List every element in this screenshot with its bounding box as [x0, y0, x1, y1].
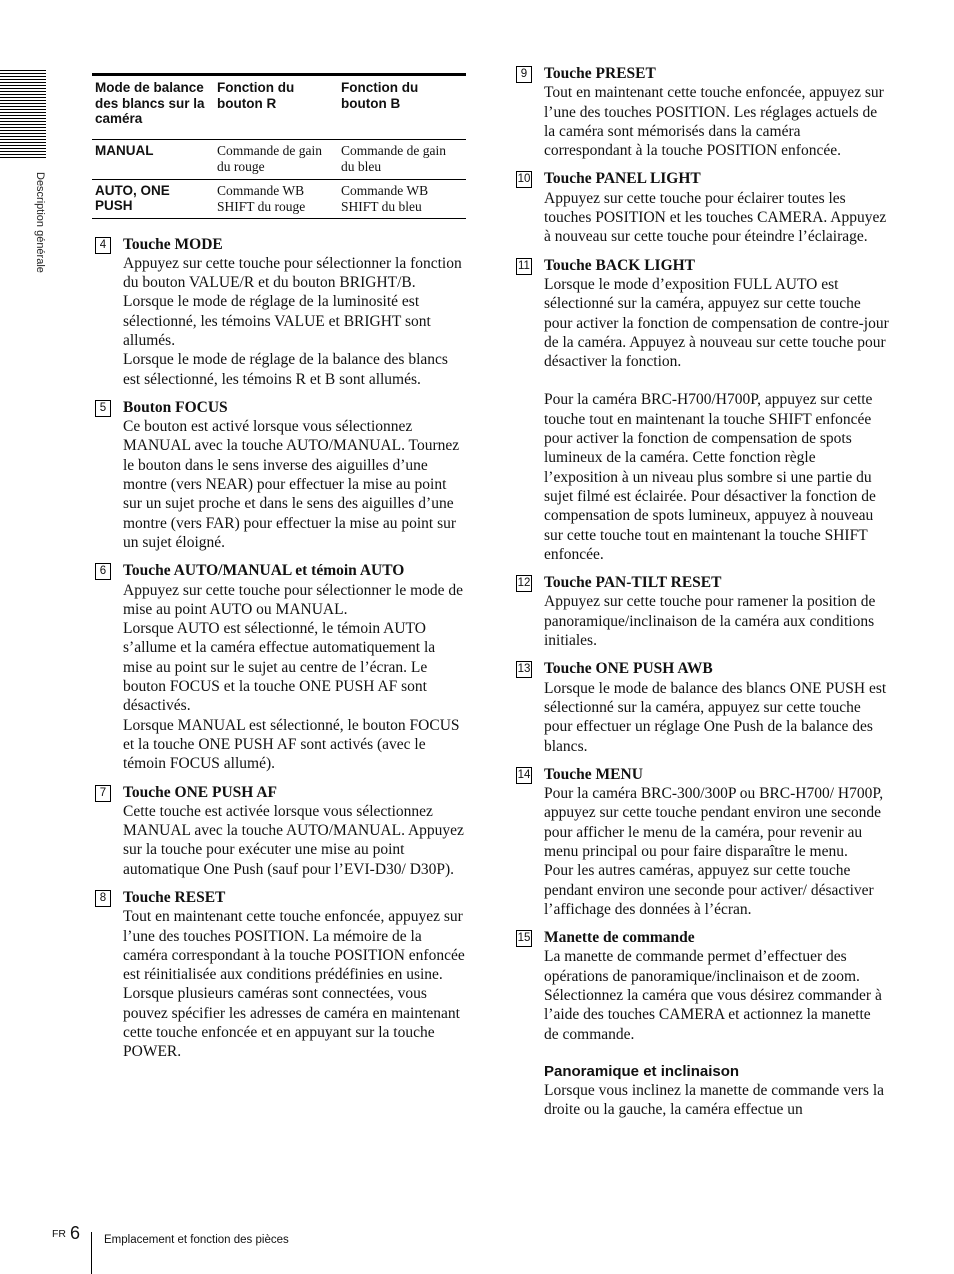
- section-side-label: Description générale: [34, 172, 46, 273]
- item-bouton-focus: [92, 398, 466, 552]
- item-touche-pan-tilt-reset: [513, 573, 889, 650]
- table-cell: Commande de gain du rouge: [214, 139, 338, 179]
- table-row: [92, 179, 466, 218]
- item-title: Touche AUTO/MANUAL et témoin AUTO: [123, 562, 405, 580]
- item-touche-panel-light: [513, 169, 889, 246]
- footer-page-number: 6: [70, 1223, 81, 1243]
- item-number-box: 15: [516, 930, 532, 947]
- table-header-row: [92, 75, 466, 140]
- table-cell: MANUAL: [92, 139, 214, 179]
- item-paragraph: Tout en maintenant cette touche enfoncée, appuyez sur l’une des touches POSITION. La mémoire de la caméra correspondant à la touche POSITION enfoncée est réinitialisée aux conditions prédéfinies en usine.: [123, 908, 465, 984]
- item-number-box: 14: [516, 767, 532, 784]
- white-balance-table: [92, 73, 466, 219]
- table-header-cell: Mode de balance des blancs sur la caméra: [92, 75, 214, 140]
- item-paragraph: Cette touche est activée lorsque vous sélectionnez MANUAL avec la touche AUTO/MANUAL. Appuyez sur la touche pour exécuter une mise au point automatique One Push (sauf pour l’EVI-D30/ D30P).: [123, 802, 464, 878]
- item-title: Touche MODE: [123, 235, 223, 253]
- table-cell: Commande WB SHIFT du rouge: [214, 179, 338, 218]
- table-row: [92, 139, 466, 179]
- item-number-box: 5: [95, 400, 111, 417]
- item-paragraph: Lorsque le mode d’exposition FULL AUTO est sélectionné sur la caméra, appuyez sur cette touche pour activer la fonction de compensation de contre-jour de la caméra. Appuyez à nouveau sur cette touche pour désactiver la fonction.: [544, 275, 889, 371]
- item-number-box: 13: [516, 661, 532, 678]
- item-touche-one-push-af: [92, 783, 466, 879]
- item-title: Touche ONE PUSH AF: [123, 783, 278, 801]
- left-column: [92, 73, 466, 1071]
- table-cell: Commande de gain du bleu: [338, 139, 466, 179]
- footer-divider: [91, 1232, 92, 1274]
- item-title: Touche BACK LIGHT: [544, 256, 696, 274]
- item-number-box: 12: [516, 575, 532, 592]
- item-paragraph: Pour la caméra BRC-H700/H700P, appuyez sur cette touche tout en maintenant la touche SHIFT enfoncée pour activer la fonction de compensation de spots lumineux de la caméra. Cette fonction règle l’exposition à un niveau plus sombre si une partie du sujet filmé est éclairée. Pour désactiver la fonction de compensation de spots lumineux, appuyez à nouveau sur cette touche tout en maintenant la touche SHIFT enfoncée.: [544, 391, 876, 563]
- item-title: Touche PANEL LIGHT: [544, 170, 701, 188]
- footer-language-code: FR: [52, 1228, 66, 1240]
- subsection-heading: Panoramique et inclinaison: [544, 1062, 740, 1080]
- table-header-cell: Fonction du bouton R: [214, 75, 338, 140]
- item-touche-one-push-awb: [513, 659, 889, 755]
- table-cell: AUTO, ONE PUSH: [92, 179, 214, 218]
- item-paragraph: Tout en maintenant cette touche enfoncée, appuyez sur l’une des touches POSITION. Les réglages actuels de la caméra sont mémorisés dans la caméra correspondant à la touche POSITION enfoncée.: [544, 84, 884, 160]
- item-touche-reset: [92, 888, 466, 1062]
- item-touche-mode: [92, 235, 466, 389]
- item-paragraph: Appuyez sur cette touche pour ramener la position de panoramique/inclinaison de la caméra aux conditions initiales.: [544, 593, 876, 650]
- item-number-box: 11: [516, 258, 532, 275]
- item-title: Bouton FOCUS: [123, 398, 228, 416]
- item-paragraph: Lorsque AUTO est sélectionné, le témoin AUTO s’allume et la caméra effectue automatiquement la mise au point sur le sujet au centre de l’écran. Le bouton FOCUS et la touche ONE PUSH AF sont désactivés.: [123, 620, 436, 715]
- item-paragraph: Lorsque plusieurs caméras sont connectées, vous pouvez spécifier les adresses de caméra en maintenant cette touche enfoncée et en appuyant sur la touche POWER.: [123, 985, 460, 1061]
- item-paragraph: La manette de commande permet d’effectuer des opérations de panoramique/inclinaison et de zoom. Sélectionnez la caméra que vous désirez commander à l’aide des touches CAMERA et actionnez la manette de commande.: [544, 948, 882, 1043]
- item-paragraph: Lorsque MANUAL est sélectionné, le bouton FOCUS et la touche ONE PUSH AF sont activés (avec le témoin FOCUS allumé).: [123, 716, 460, 773]
- item-paragraph: Appuyez sur cette touche pour éclairer toutes les touches POSITION et les touches CAMERA. Appuyez à nouveau sur cette touche pour éteindre l’éclairage.: [544, 189, 887, 246]
- item-paragraph: Lorsque le mode de réglage de la luminosité est sélectionné, les témoins VALUE et BRIGHT sont allumés.: [123, 293, 431, 349]
- subsection-paragraph: Lorsque vous inclinez la manette de commande vers la droite ou la gauche, la caméra effectue un: [544, 1081, 885, 1119]
- item-paragraph: Pour les autres caméras, appuyez sur cette touche pendant environ une seconde pour activer/ désactiver l’affichage des données à l’écran.: [544, 862, 874, 918]
- item-paragraph: Lorsque le mode de balance des blancs ONE PUSH est sélectionné sur la caméra, appuyez sur cette touche pour effectuer un réglage One Push de la balance des blancs.: [544, 679, 887, 755]
- item-paragraph: Lorsque le mode de réglage de la balance des blancs est sélectionné, les témoins R et B sont allumés.: [123, 351, 448, 388]
- edge-tab-lines: [0, 70, 46, 158]
- item-title: Touche PAN-TILT RESET: [544, 574, 722, 592]
- item-title: Touche ONE PUSH AWB: [544, 660, 713, 678]
- item-touche-auto-manual: [92, 561, 466, 773]
- item-number-box: 6: [95, 563, 111, 580]
- item-paragraph: Ce bouton est activé lorsque vous sélectionnez MANUAL avec la touche AUTO/MANUAL. Tournez le bouton dans le sens inverse des aiguilles d’une montre (vers NEAR) pour effectuer la mise au point sur un sujet proche et dans le sens des aiguilles d’une montre (vers FAR) pour effectuer la mise au point sur un sujet éloigné.: [123, 418, 460, 551]
- right-column: [513, 64, 889, 1129]
- item-number-box: 4: [95, 237, 111, 254]
- item-number-box: 9: [516, 66, 532, 83]
- item-touche-back-light: [513, 256, 889, 564]
- item-manette-de-commande: [513, 928, 889, 1119]
- item-number-box: 10: [516, 171, 532, 188]
- table-cell: Commande WB SHIFT du bleu: [338, 179, 466, 218]
- item-number-box: 8: [95, 890, 111, 907]
- item-paragraph: Appuyez sur cette touche pour sélectionner la fonction du bouton VALUE/R et du bouton BRIGHT/B.: [123, 254, 462, 292]
- item-paragraph: Appuyez sur cette touche pour sélectionner le mode de mise au point AUTO ou MANUAL.: [123, 581, 464, 618]
- item-touche-preset: [513, 64, 889, 160]
- table-header-cell: Fonction du bouton B: [338, 75, 466, 140]
- item-title: Manette de commande: [544, 929, 695, 947]
- item-title: Touche PRESET: [544, 65, 656, 82]
- item-number-box: 7: [95, 785, 111, 802]
- item-title: Touche MENU: [544, 765, 643, 783]
- footer-section-title: Emplacement et fonction des pièces: [104, 1234, 289, 1246]
- item-title: Touche RESET: [123, 889, 226, 906]
- item-paragraph: Pour la caméra BRC-300/300P ou BRC-H700/ H700P, appuyez sur cette touche pendant environ une seconde pour afficher le menu de la caméra, pour revenir au menu principal ou pour faire disparaître le menu.: [544, 785, 884, 860]
- item-touche-menu: [513, 765, 889, 919]
